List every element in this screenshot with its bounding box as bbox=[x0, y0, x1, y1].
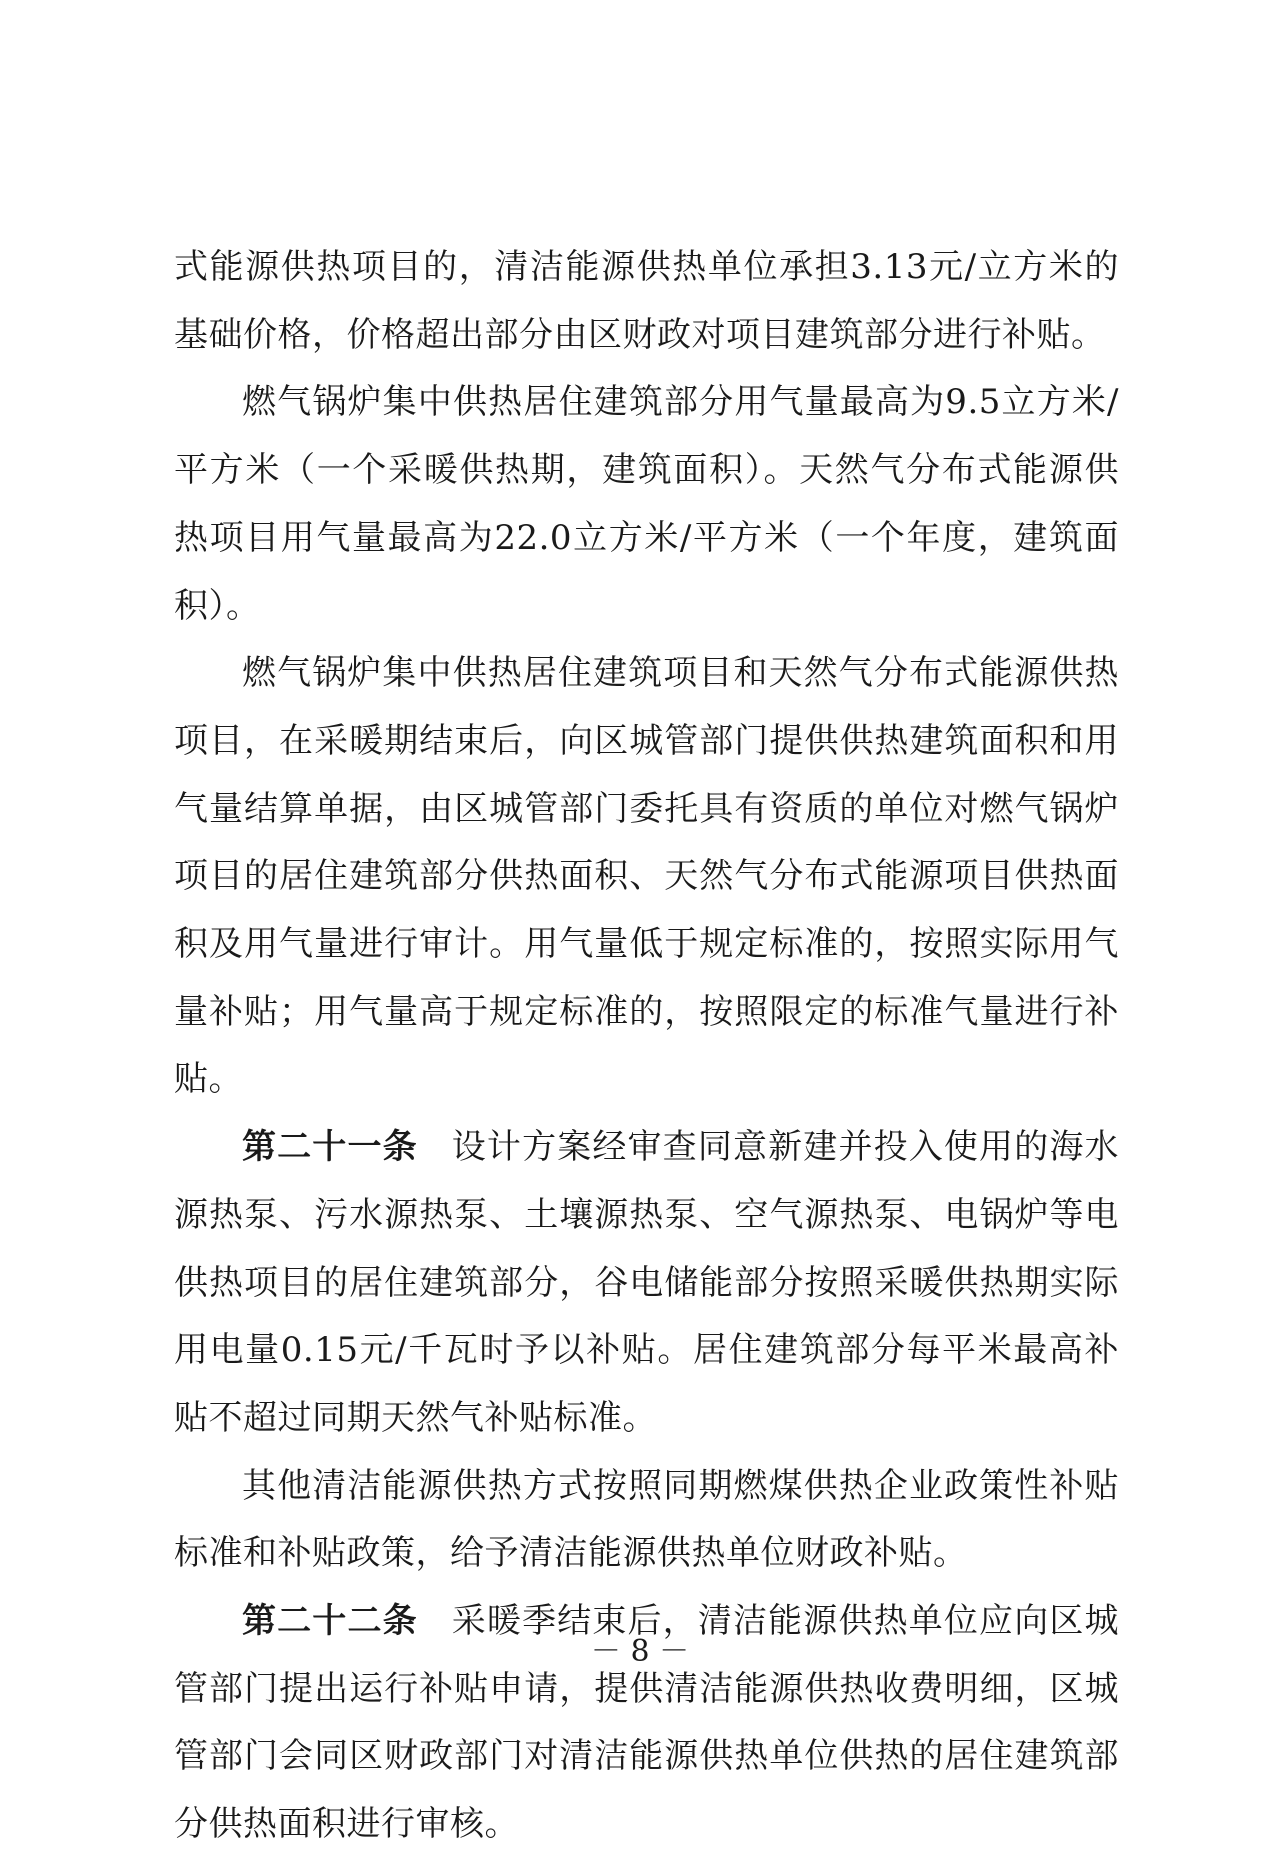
page-number: － 8 － bbox=[590, 1634, 690, 1669]
article-heading: 第二十二条 bbox=[242, 1601, 418, 1642]
body-text bbox=[174, 234, 1119, 1859]
article-text: 采暖季结束后，清洁能源供热单位应向区城管部门提出运行补贴申请，提供清洁能源供热收费明细，区城管部门会同区财政部门对清洁能源供热单位供热的居住建筑部分供热面积进行审核。 bbox=[174, 1601, 1120, 1845]
paragraph: 燃气锅炉集中供热居住建筑部分用气量最高为9.5立方米/平方米（一个采暖供热期，建筑面积）。天然气分布式能源供热项目用气量最高为22.0立方米/平方米（一个年度，建筑面积）。 bbox=[174, 382, 1119, 626]
paragraph: 式能源供热项目的，清洁能源供热单位承担3.13元/立方米的基础价格，价格超出部分由区财政对项目建筑部分进行补贴。 bbox=[174, 247, 1119, 355]
article-paragraph bbox=[174, 1114, 1119, 1453]
article-paragraph bbox=[174, 1588, 1119, 1859]
paragraph: 其他清洁能源供热方式按照同期燃煤供热企业政策性补贴标准和补贴政策，给予清洁能源供热单位财政补贴。 bbox=[174, 1465, 1119, 1574]
article-heading: 第二十一条 bbox=[242, 1127, 418, 1168]
paragraph: 燃气锅炉集中供热居住建筑项目和天然气分布式能源供热项目，在采暖期结束后，向区城管部门提供供热建筑面积和用气量结算单据，由区城管部门委托具有资质的单位对燃气锅炉项目的居住建筑部分供热面积、天然气分布式能源项目供热面积及用气量进行审计。用气量低于规定标准的，按照实际用气量补贴；用气量高于规定标准的，按照限定的标准气量进行补贴。 bbox=[174, 653, 1119, 1100]
article-text: 设计方案经审查同意新建并投入使用的海水源热泵、污水源热泵、土壤源热泵、空气源热泵、电锅炉等电供热项目的居住建筑部分，谷电储能部分按照采暖供热期实际用电量0.15元/千瓦时予以补贴。居住建筑部分每平米最高补贴不超过同期天然气补贴标准。 bbox=[174, 1127, 1120, 1438]
